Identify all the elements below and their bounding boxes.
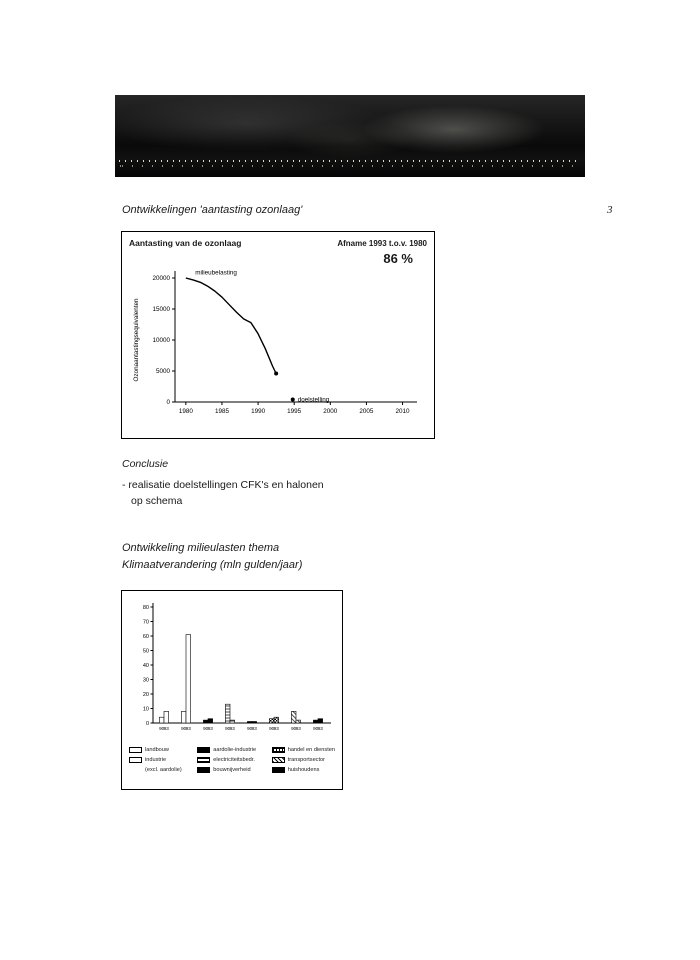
svg-text:90: 90 (291, 726, 297, 731)
legend-column-2 (197, 745, 256, 775)
svg-text:93: 93 (273, 726, 279, 731)
legend-label-landbouw: landbouw (145, 747, 169, 753)
legend-column-1 (129, 745, 182, 775)
svg-text:1980: 1980 (178, 408, 193, 415)
svg-text:70: 70 (142, 619, 149, 626)
svg-text:90: 90 (181, 726, 187, 731)
legend-label-aardolie-industrie: aardolie-industrie (213, 747, 257, 753)
legend-label-bouwnijverheid: bouwnijverheid (213, 767, 251, 774)
svg-text:2010: 2010 (395, 408, 410, 415)
legend-label-industrie: industrie (145, 757, 167, 764)
svg-text:milieubelasting: milieubelasting (195, 269, 237, 277)
svg-text:2005: 2005 (359, 408, 374, 415)
svg-text:93: 93 (163, 726, 169, 731)
svg-text:2000: 2000 (323, 408, 338, 415)
section-title-ozonlaag: Ontwikkelingen 'aantasting ozonlaag' (122, 204, 303, 216)
legend-swatch-industrie (129, 757, 142, 763)
svg-text:93: 93 (185, 726, 191, 731)
svg-text:15000: 15000 (152, 306, 170, 314)
legend-label-huishoudens: huishoudens (287, 767, 320, 774)
legend-swatch-landbouw (129, 747, 142, 753)
legend-column-3 (272, 745, 335, 775)
legend-swatch-huishoudens (272, 767, 285, 773)
legend-swatch-electriciteitsbedr (197, 757, 210, 763)
legend-label-transportsector: transportsector (287, 757, 326, 764)
svg-text:60: 60 (142, 634, 149, 640)
bar-chart-legend (129, 745, 335, 775)
svg-text:1995: 1995 (287, 408, 302, 415)
svg-text:93: 93 (207, 726, 213, 731)
svg-text:90: 90 (159, 726, 165, 731)
legend-label-industrie-cont: (excl. aardolie) (145, 767, 182, 774)
svg-text:90: 90 (313, 726, 319, 731)
section-title-milieulasten-line2: Klimaatverandering (mln gulden/jaar) (122, 558, 303, 571)
night-panorama-photo (115, 95, 585, 177)
svg-text:5000: 5000 (155, 368, 170, 376)
svg-text:93: 93 (251, 726, 257, 731)
svg-text:80: 80 (142, 605, 149, 611)
svg-text:Ozonaantastingsequivalenten: Ozonaantastingsequivalenten (133, 298, 140, 382)
section-title-milieulasten-line1: Ontwikkeling milieulasten thema (122, 542, 280, 554)
svg-text:93: 93 (317, 726, 323, 731)
conclusie-section (122, 458, 324, 510)
legend-label-electriciteitsbedr: electriciteitsbedr. (213, 757, 255, 764)
milieulasten-bar-chart (129, 597, 335, 735)
svg-text:0: 0 (145, 721, 149, 727)
legend-swatch-transportsector (272, 757, 285, 763)
svg-text:20: 20 (142, 692, 149, 698)
conclusie-line: op schema (131, 495, 183, 508)
section-title-milieulasten (122, 540, 302, 573)
page-number: 3 (607, 204, 613, 216)
svg-text:1985: 1985 (214, 408, 229, 415)
svg-text:1990: 1990 (251, 408, 266, 415)
legend-swatch-aardolie-industrie (197, 747, 210, 753)
conclusie-title: Conclusie (122, 458, 169, 470)
ozon-line-chart (129, 266, 427, 418)
legend-label-handel-en-diensten: handel en diensten (287, 747, 335, 753)
svg-text:10: 10 (142, 706, 149, 713)
ozon-chart-panel (121, 231, 435, 439)
milieulasten-chart-panel (121, 590, 343, 790)
svg-text:30: 30 (142, 677, 149, 684)
ozon-reduction-value: 86 % (383, 251, 413, 266)
svg-text:93: 93 (229, 726, 235, 731)
svg-text:90: 90 (203, 726, 209, 731)
conclusie-line: - realisatie doelstellingen CFK's en halonen (122, 479, 324, 491)
ozon-chart-header (129, 238, 427, 248)
legend-swatch-spacer (129, 767, 142, 773)
legend-swatch-handel-en-diensten (272, 747, 285, 753)
ozon-chart-title: Aantasting van de ozonlaag (129, 238, 242, 248)
svg-text:50: 50 (142, 648, 149, 655)
svg-text:40: 40 (142, 663, 149, 669)
svg-text:10000: 10000 (152, 337, 170, 345)
svg-text:90: 90 (269, 726, 275, 731)
svg-text:20000: 20000 (152, 275, 170, 283)
svg-text:93: 93 (295, 726, 301, 731)
legend-swatch-bouwnijverheid (197, 767, 210, 773)
svg-text:90: 90 (225, 726, 231, 731)
svg-text:doelstelling: doelstelling (297, 396, 330, 404)
svg-text:90: 90 (247, 726, 253, 731)
svg-text:0: 0 (166, 399, 170, 407)
ozon-chart-subtitle: Afname 1993 t.o.v. 1980 (337, 239, 427, 248)
